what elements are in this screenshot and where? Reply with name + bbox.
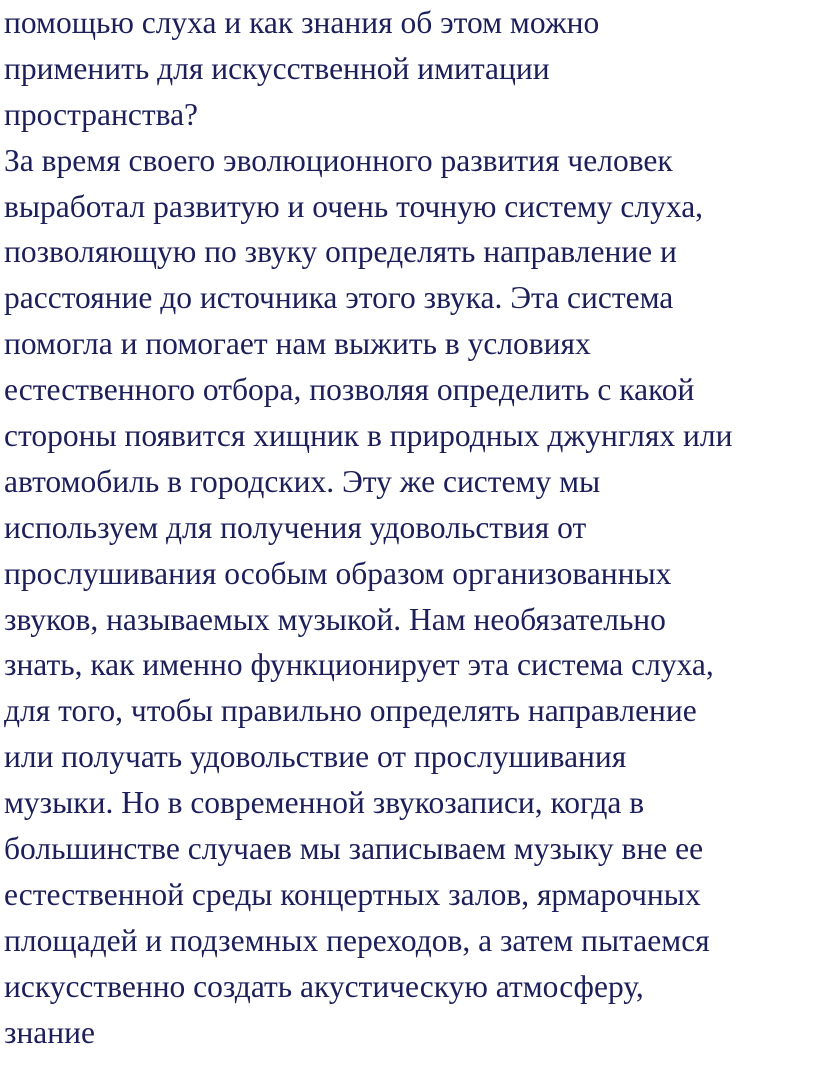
text-line: знание: [4, 1014, 95, 1050]
text-line: помогла и помогает нам выжить в условиях: [4, 326, 591, 362]
text-line: автомобиль в городских. Эту же систему мы: [4, 463, 601, 499]
text-line: естественной среды концертных залов, ярмарочных: [4, 876, 701, 912]
text-line: применить для искусственной имитации: [4, 50, 550, 86]
text-line: За время своего эволюционного развития человек: [4, 142, 673, 178]
text-line: расстояние до источника этого звука. Эта система: [4, 280, 674, 316]
text-line: большинстве случаев мы записываем музыку вне ее: [4, 831, 704, 867]
text-line: пространства?: [4, 96, 199, 132]
text-line: для того, чтобы правильно определять направление: [4, 693, 697, 729]
text-line: позволяющую по звуку определять направление и: [4, 234, 677, 270]
text-line: звуков, называемых музыкой. Нам необязательно: [4, 601, 666, 637]
text-line: прослушивания особым образом организованных: [4, 555, 672, 591]
body-text: [4, 0, 816, 1055]
text-line: площадей и подземных переходов, а затем пытаемся: [4, 922, 710, 958]
text-line: используем для получения удовольствия от: [4, 509, 587, 545]
text-line: естественного отбора, позволяя определить с какой: [4, 372, 695, 408]
text-line: или получать удовольствие от прослушивания: [4, 739, 627, 775]
text-line: помощью слуха и как знания об этом можно: [4, 5, 600, 40]
text-line: музыки. Но в современной звукозаписи, когда в: [4, 785, 645, 821]
text-line: выработал развитую и очень точную систему слуха,: [4, 188, 704, 224]
text-line: стороны появится хищник в природных джунглях или: [4, 418, 733, 454]
text-line: искусственно создать акустическую атмосферу,: [4, 968, 644, 1004]
text-line: знать, как именно функционирует эта система слуха,: [4, 647, 714, 683]
